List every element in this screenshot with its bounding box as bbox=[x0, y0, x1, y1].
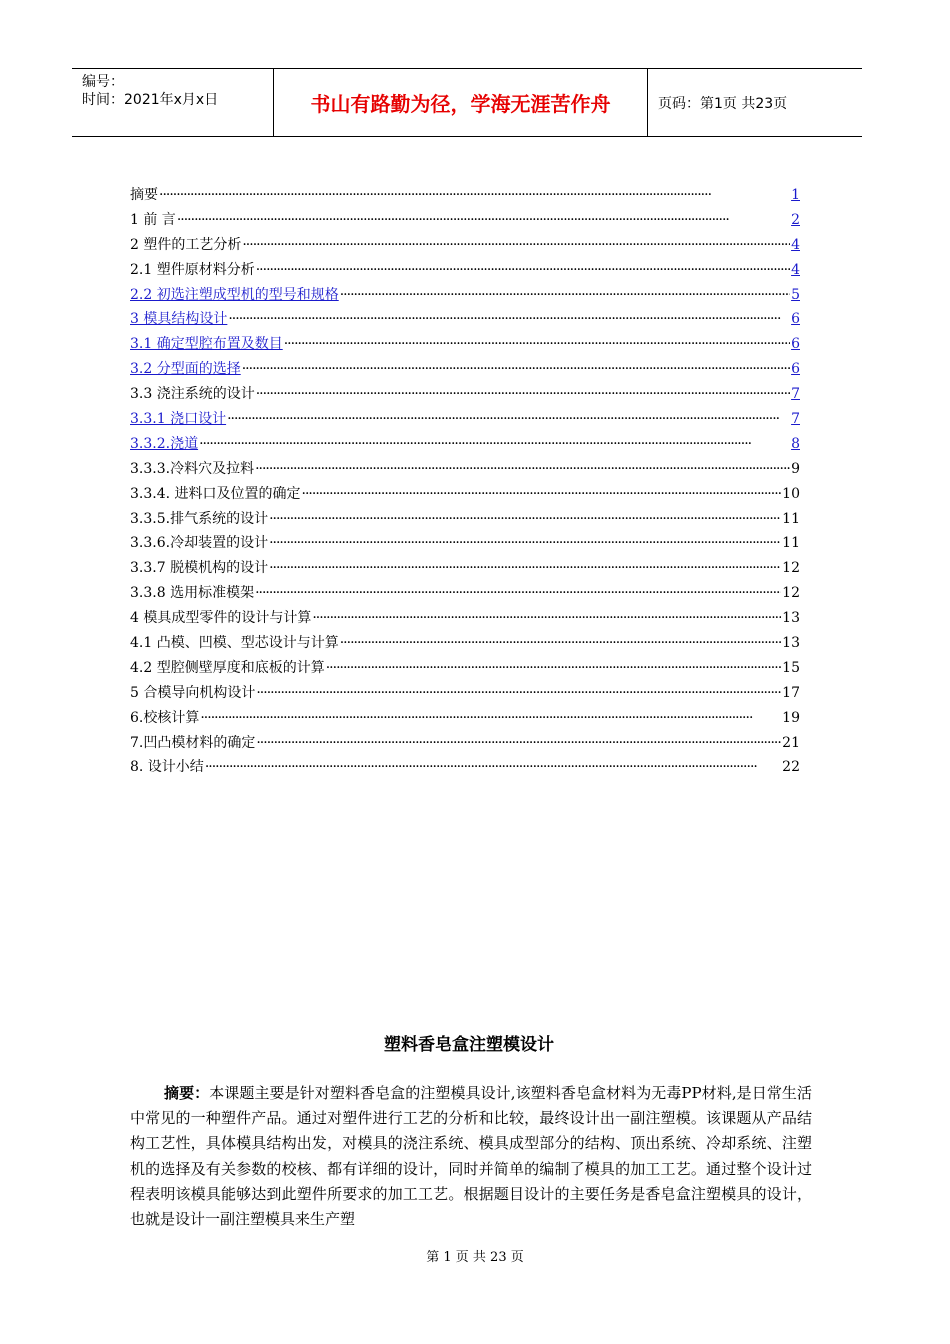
toc-entry-page[interactable]: 8 bbox=[791, 435, 800, 452]
toc-entry bbox=[130, 607, 800, 632]
toc-dot-leader bbox=[255, 585, 781, 601]
toc-entry-title: 8. 设计小结 bbox=[130, 759, 204, 776]
toc-entry-title: 4.1 凸模、凹模、型芯设计与计算 bbox=[130, 635, 339, 652]
toc-entry-page: 13 bbox=[782, 610, 800, 627]
toc-entry-page: 12 bbox=[782, 560, 800, 577]
toc-entry-title: 5 合模导向机构设计 bbox=[130, 684, 256, 701]
abstract-keyword: 摘要： bbox=[164, 1084, 210, 1102]
toc-dot-leader bbox=[256, 735, 781, 751]
toc-dot-leader bbox=[326, 660, 781, 676]
toc-entry-title: 3.3.6.冷却装置的设计 bbox=[130, 535, 269, 552]
toc-entry[interactable] bbox=[130, 259, 800, 284]
toc-entry-page: 10 bbox=[782, 485, 800, 502]
toc-entry-page: 9 bbox=[791, 460, 800, 477]
toc-dot-leader bbox=[227, 411, 790, 427]
toc-entry-title: 2.1 塑件原材料分析 bbox=[130, 261, 255, 278]
toc-entry-title: 3.3 浇注系统的设计 bbox=[130, 386, 255, 403]
toc-entry bbox=[130, 732, 800, 757]
toc-entry-page[interactable]: 2 bbox=[791, 211, 800, 228]
toc-dot-leader bbox=[340, 287, 790, 303]
toc-entry-title[interactable]: 3.3.2.浇道 bbox=[130, 435, 199, 452]
toc-entry-title[interactable]: 2.2 初选注塑成型机的型号和规格 bbox=[130, 286, 339, 303]
toc-entry bbox=[130, 657, 800, 682]
toc-dot-leader bbox=[256, 262, 790, 278]
toc-entry-page[interactable]: 4 bbox=[791, 236, 800, 253]
abstract-paragraph bbox=[130, 1081, 812, 1232]
toc-dot-leader bbox=[312, 610, 781, 626]
toc-entry-page: 17 bbox=[782, 684, 800, 701]
toc-dot-leader bbox=[177, 212, 790, 228]
page-header bbox=[72, 68, 862, 137]
toc-dot-leader bbox=[242, 237, 790, 253]
toc-entry-title: 3.3.7 脱模机构的设计 bbox=[130, 560, 269, 577]
toc-entry-page[interactable]: 5 bbox=[791, 286, 800, 303]
toc-dot-leader bbox=[269, 511, 781, 527]
motto: 书山有路勤为径，学海无涯苦作舟 bbox=[274, 69, 648, 136]
toc-entry-title: 2 塑件的工艺分析 bbox=[130, 236, 242, 253]
table-of-contents bbox=[130, 184, 800, 781]
page-counter: 页码：第1页 共23页 bbox=[658, 95, 788, 112]
toc-entry-title: 3.3.3.冷料穴及拉料 bbox=[130, 460, 255, 477]
toc-entry[interactable] bbox=[130, 308, 800, 333]
toc-entry[interactable] bbox=[130, 408, 800, 433]
toc-entry bbox=[130, 632, 800, 657]
toc-dot-leader bbox=[205, 759, 781, 775]
toc-entry-page: 15 bbox=[782, 659, 800, 676]
toc-entry bbox=[130, 682, 800, 707]
toc-dot-leader bbox=[199, 436, 790, 452]
toc-dot-leader bbox=[200, 710, 781, 726]
toc-entry-page: 22 bbox=[782, 759, 800, 776]
toc-dot-leader bbox=[340, 635, 781, 651]
toc-entry-title[interactable]: 3.2 分型面的选择 bbox=[130, 361, 241, 378]
toc-entry bbox=[130, 557, 800, 582]
toc-entry-page: 19 bbox=[782, 709, 800, 726]
toc-entry-title[interactable]: 3 模具结构设计 bbox=[130, 311, 228, 328]
toc-entry-page[interactable]: 7 bbox=[791, 411, 800, 428]
toc-dot-leader bbox=[269, 560, 781, 576]
toc-entry bbox=[130, 756, 800, 781]
toc-entry-title: 7.凹凸模材料的确定 bbox=[130, 734, 256, 751]
number-label: 编号： bbox=[82, 74, 124, 90]
toc-entry[interactable] bbox=[130, 333, 800, 358]
toc-entry-title: 3.3.8 选用标准模架 bbox=[130, 585, 255, 602]
toc-entry-title: 1 前 言 bbox=[130, 211, 176, 228]
toc-entry-page[interactable]: 7 bbox=[791, 386, 800, 403]
header-meta bbox=[72, 69, 274, 136]
toc-dot-leader bbox=[269, 535, 781, 551]
toc-entry bbox=[130, 707, 800, 732]
toc-entry[interactable] bbox=[130, 284, 800, 309]
abstract-text: 本课题主要是针对塑料香皂盒的注塑模具设计,该塑料香皂盒材料为无毒PP材料,是日常生活中常见的一种塑件产品。通过对塑件进行工艺的分析和比较，最终设计出一副注塑模。该课题从产品结构工艺性，具体模具结构出发，对模具的浇注系统、模具成型部分的结构、顶出系统、冷却系统、注塑机的选择及有关参数的校核、都有详细的设计，同时并简单的编制了模具的加工工艺。通过整个设计过程表明该模具能够达到此塑件所要求的加工工艺。根据题目设计的主要任务是香皂盒注塑模具的设计，也就是设计一副注塑模具来生产塑 bbox=[130, 1084, 812, 1229]
toc-entry-page[interactable]: 1 bbox=[791, 187, 800, 203]
toc-entry-page[interactable]: 6 bbox=[791, 336, 800, 353]
toc-entry-page[interactable]: 4 bbox=[791, 261, 800, 278]
toc-entry-page[interactable]: 6 bbox=[791, 361, 800, 378]
toc-entry-title[interactable]: 3.1 确定型腔布置及数目 bbox=[130, 336, 283, 353]
toc-dot-leader bbox=[228, 311, 790, 327]
toc-entry-title: 3.3.4. 进料口及位置的确定 bbox=[130, 485, 301, 502]
toc-entry bbox=[130, 508, 800, 533]
toc-dot-leader bbox=[256, 386, 790, 402]
toc-entry-page: 21 bbox=[782, 734, 800, 751]
toc-entry-page: 12 bbox=[782, 585, 800, 602]
toc-entry-title: 3.3.5.排气系统的设计 bbox=[130, 510, 269, 527]
toc-entry[interactable] bbox=[130, 234, 800, 259]
toc-entry-title: 4.2 型腔侧壁厚度和底板的计算 bbox=[130, 659, 325, 676]
toc-entry bbox=[130, 532, 800, 557]
toc-entry[interactable] bbox=[130, 184, 800, 209]
toc-entry-page: 11 bbox=[782, 535, 800, 552]
toc-entry-page: 11 bbox=[782, 510, 800, 527]
toc-entry-title[interactable]: 3.3.1 浇口设计 bbox=[130, 411, 227, 428]
time-label: 时间：2021年x月x日 bbox=[82, 92, 219, 108]
toc-dot-leader bbox=[255, 461, 790, 477]
toc-entry[interactable] bbox=[130, 209, 800, 234]
toc-dot-leader bbox=[284, 336, 790, 352]
toc-entry bbox=[130, 483, 800, 508]
toc-dot-leader bbox=[302, 486, 782, 502]
document-title: 塑料香皂盒注塑模设计 bbox=[384, 1035, 554, 1055]
toc-entry-title: 6.校核计算 bbox=[130, 709, 200, 726]
page-footer: 第 1 页 共 23 页 bbox=[426, 1250, 524, 1265]
toc-entry[interactable] bbox=[130, 433, 800, 458]
toc-entry bbox=[130, 458, 800, 483]
toc-entry-page[interactable]: 6 bbox=[791, 311, 800, 328]
toc-entry-page: 13 bbox=[782, 635, 800, 652]
toc-entry-title: 4 模具成型零件的设计与计算 bbox=[130, 610, 312, 627]
toc-entry[interactable] bbox=[130, 358, 800, 383]
toc-dot-leader bbox=[256, 685, 781, 701]
toc-entry[interactable] bbox=[130, 383, 800, 408]
toc-entry bbox=[130, 582, 800, 607]
toc-dot-leader bbox=[159, 187, 790, 203]
toc-dot-leader bbox=[242, 361, 790, 377]
toc-entry-title: 摘要 bbox=[130, 187, 158, 203]
